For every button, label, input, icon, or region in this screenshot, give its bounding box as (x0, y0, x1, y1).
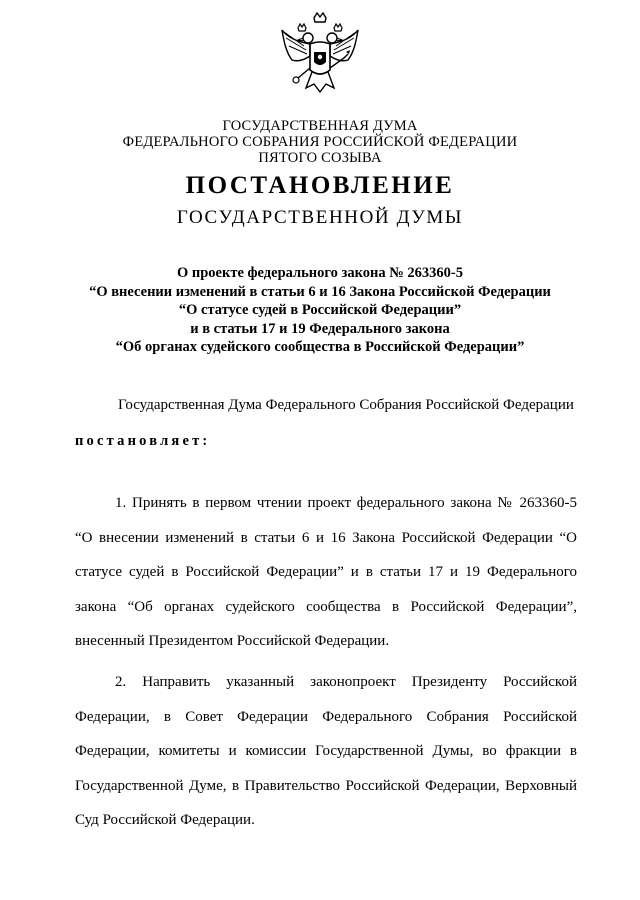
paragraph-line: статусе судей в Российской Федерации” и в статьи 17 и 19 Федерального (75, 564, 577, 580)
subject-line: О проекте федерального закона № 263360-5 (176, 265, 464, 281)
paragraph-line: 2. Направить указанный законопроект Президенту Российской (115, 674, 577, 690)
paragraph-line: 1. Принять в первом чтении проект федерального закона № 263360-5 (115, 495, 577, 511)
paragraph-line: Федерации, в Совет Федерации Федерального Собрания Российской (75, 708, 577, 725)
paragraph-line: Суд Российской Федерации. (75, 812, 255, 828)
document-issuer: ГОСУДАРСТВЕННОЙ ДУМЫ (176, 207, 464, 228)
subject-line: “Об органах судейского сообщества в Российской Федерации” (115, 339, 525, 355)
document-type: ПОСТАНОВЛЕНИЕ (185, 172, 455, 199)
paragraph-line: внесенный Президентом Российской Федерации. (75, 633, 390, 649)
paragraph-1 (75, 493, 577, 666)
paragraph-line: Федерации, комитеты и комиссии Государственной Думы, во фракции в (75, 743, 577, 759)
resolves-label: постановляет: (75, 433, 211, 449)
paragraph-line: “О внесении изменений в статьи 6 и 16 Закона Российской Федерации “О (75, 529, 577, 546)
header-line-2: ФЕДЕРАЛЬНОГО СОБРАНИЯ РОССИЙСКОЙ ФЕДЕРАЦИИ (122, 134, 518, 150)
header-line-3: ПЯТОГО СОЗЫВА (258, 150, 382, 166)
preamble: Государственная Дума Федерального Собрания Российской Федерации (118, 397, 574, 413)
subject-line: и в статьи 17 и 19 Федерального закона (190, 320, 450, 337)
paragraph-2 (75, 672, 577, 845)
issuer-header (0, 118, 640, 166)
paragraph-line: закона “Об органах судейского сообщества в Российской Федерации”, (75, 598, 577, 615)
subject-line: “О внесении изменений в статьи 6 и 16 Закона Российской Федерации (89, 283, 551, 300)
document-subject (0, 264, 640, 357)
paragraph-line: Государственной Думе, в Правительство Российской Федерации, Верховный (75, 777, 577, 794)
header-line-1: ГОСУДАРСТВЕННАЯ ДУМА (222, 118, 418, 134)
coat-of-arms-icon (270, 8, 370, 108)
subject-line: “О статусе судей в Российской Федерации” (178, 302, 462, 318)
